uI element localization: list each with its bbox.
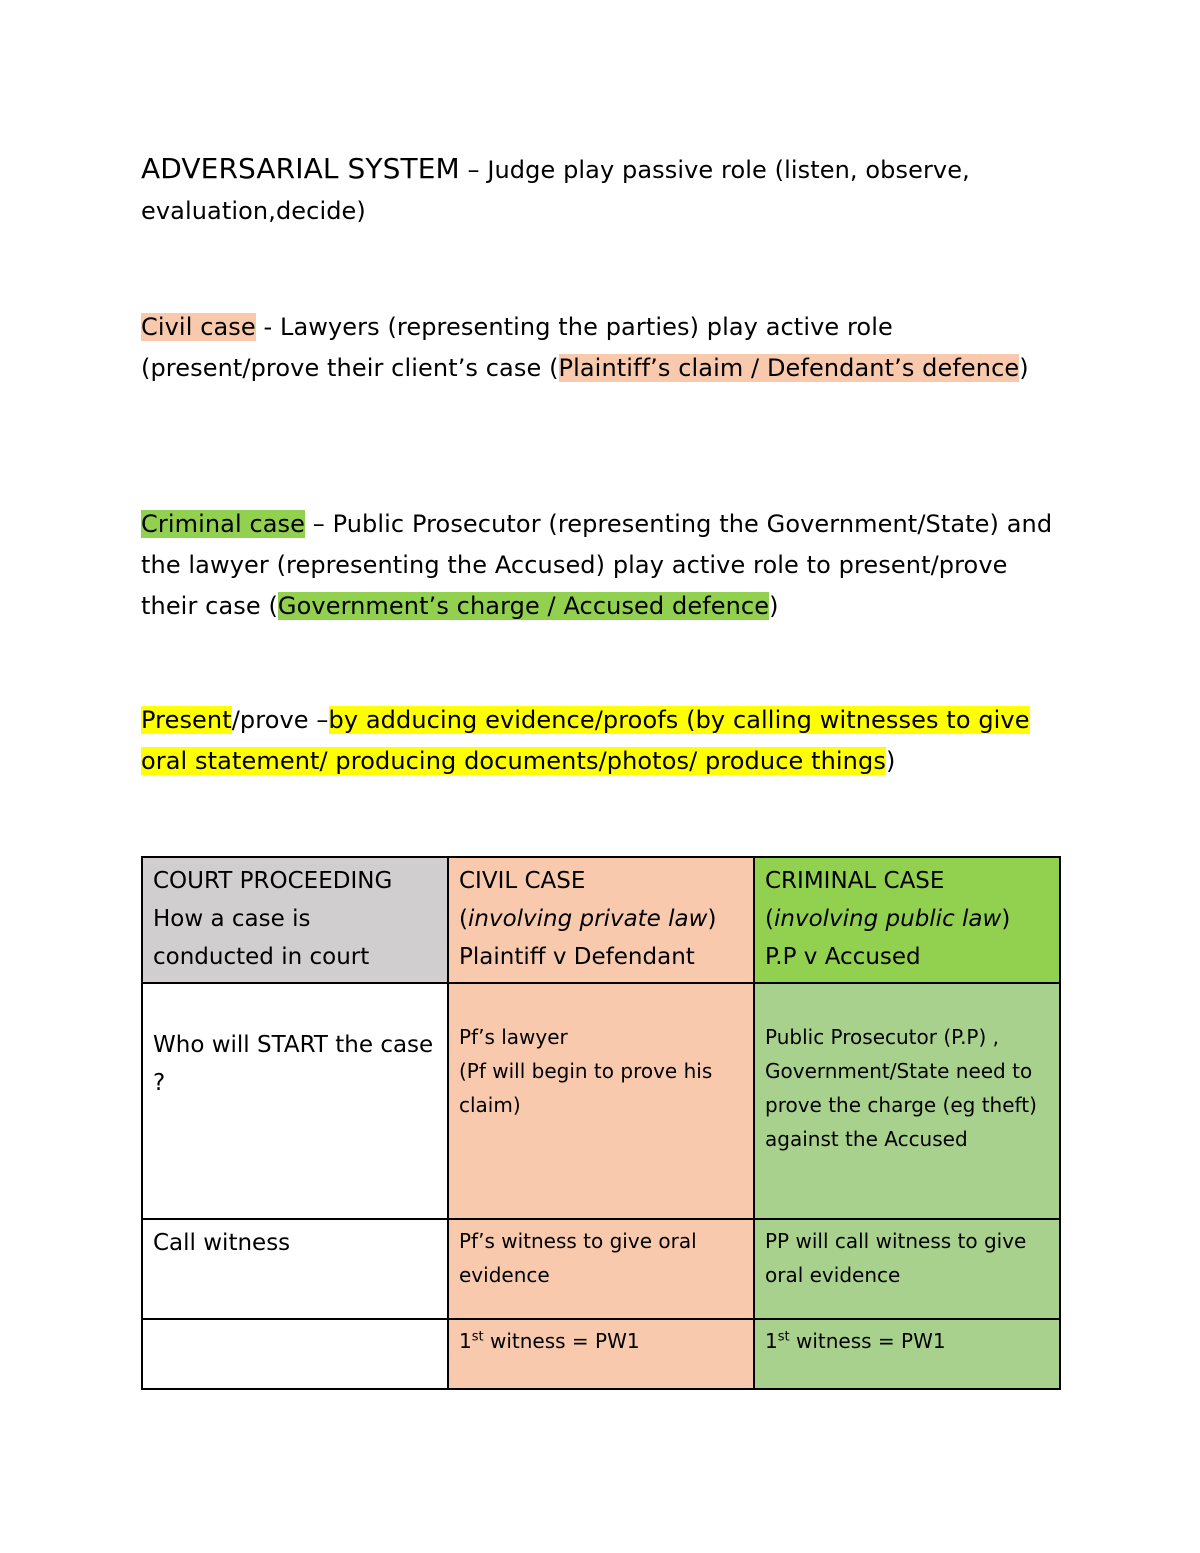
ordinal-suffix: st — [471, 1329, 484, 1345]
row-first-witness-label — [142, 1319, 448, 1389]
ordinal-suffix: st — [777, 1329, 790, 1345]
present-prove-paragraph — [141, 700, 1071, 782]
row-start-criminal: Public Prosecutor (P.P) , Government/State need to prove the charge (eg theft) against the Accused — [754, 983, 1060, 1219]
present-highlight: by adducing evidence/proofs (by calling witnesses to give oral statement/ producing documents/photos/ produce things — [141, 706, 1030, 775]
intro-text: Judge play passive role (listen, observe, evaluation,decide) — [141, 156, 970, 225]
civil-case-label: Civil case — [141, 313, 256, 341]
criminal-case-highlight: Government’s charge / Accused defence — [277, 592, 770, 620]
header-criminal-case-subtitle — [765, 900, 1049, 938]
court-proceeding-table — [141, 856, 1061, 1390]
criminal-case-label: Criminal case — [141, 510, 306, 538]
present-text-end: ) — [885, 747, 896, 775]
adversarial-system-term: ADVERSARIAL SYSTEM — [141, 152, 460, 185]
criminal-case-text-end: ) — [769, 592, 779, 620]
row-start-civil — [448, 983, 754, 1219]
row-call-witness-label: Call witness — [142, 1219, 448, 1319]
present-text: /prove – — [231, 706, 329, 734]
header-criminal-case — [754, 857, 1060, 983]
criminal-case-paragraph — [141, 504, 1071, 627]
row-start-label: Who will START the case ? — [142, 983, 448, 1219]
row-call-witness-criminal: PP will call witness to give oral evidence — [754, 1219, 1060, 1319]
intro-dash: – — [459, 156, 488, 184]
header-court-proceeding — [142, 857, 448, 983]
row-first-witness-civil — [448, 1319, 754, 1389]
header-criminal-case-italic: involving public law — [773, 906, 1002, 932]
civil-case-highlight: Plaintiff’s claim / Defendant’s defence — [558, 354, 1020, 382]
header-court-proceeding-title: COURT PROCEEDING — [153, 868, 393, 894]
intro-paragraph — [141, 148, 1071, 232]
header-civil-case-subtitle — [459, 900, 743, 938]
header-civil-case-italic: involving private law — [467, 906, 708, 932]
first-witness-text: witness = PW1 — [789, 1329, 946, 1353]
table-header-row — [142, 857, 1060, 983]
table-row — [142, 1219, 1060, 1319]
header-civil-case-parties: Plaintiff v Defendant — [459, 944, 695, 970]
ordinal-number: 1 — [459, 1329, 472, 1353]
header-court-proceeding-subtitle: How a case is conducted in court — [153, 906, 370, 970]
row-start-civil-line2: (Pf will begin to prove his claim) — [459, 1059, 713, 1117]
table-row — [142, 1319, 1060, 1389]
present-label: Present — [141, 706, 232, 734]
civil-case-text-end: ) — [1019, 354, 1029, 382]
row-first-witness-criminal — [754, 1319, 1060, 1389]
paren-open: ( — [765, 906, 774, 932]
header-civil-case — [448, 857, 754, 983]
row-start-civil-line1: Pf’s lawyer — [459, 1025, 568, 1049]
first-witness-text: witness = PW1 — [483, 1329, 640, 1353]
paren-close: ) — [1001, 906, 1011, 932]
table-row — [142, 983, 1060, 1219]
header-criminal-case-parties: P.P v Accused — [765, 944, 921, 970]
civil-case-paragraph — [141, 307, 1071, 389]
header-criminal-case-title: CRIMINAL CASE — [765, 868, 945, 894]
paren-close: ) — [707, 906, 717, 932]
header-civil-case-title: CIVIL CASE — [459, 868, 586, 894]
row-call-witness-civil: Pf’s witness to give oral evidence — [448, 1219, 754, 1319]
paren-open: ( — [459, 906, 468, 932]
civil-case-text: - Lawyers (representing the parties) play active role (present/prove their client’s case ( — [141, 313, 893, 382]
criminal-case-text: – Public Prosecutor (representing the Government/State) and the lawyer (representing the Accused) play active role to present/prove their case ( — [141, 510, 1053, 620]
ordinal-number: 1 — [765, 1329, 778, 1353]
